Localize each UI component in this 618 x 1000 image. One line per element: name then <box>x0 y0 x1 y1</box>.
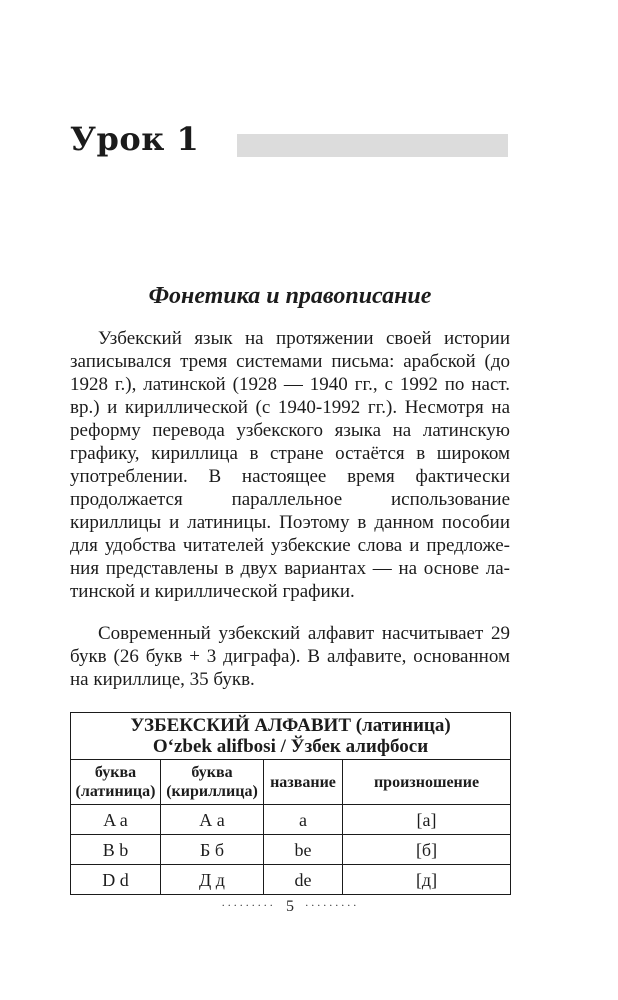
table-title-row <box>71 713 511 760</box>
body-text <box>70 327 510 691</box>
table-title-line2: Oʻzbek alifbosi / Ўзбек алифбоси <box>152 736 429 757</box>
paragraph-alphabet-count: Современный узбекский алфавит насчитывает 29 букв (26 букв + 3 диграфа). В алфавите, основанном на кириллице, 35 букв. <box>70 623 510 690</box>
page-footer <box>70 896 510 916</box>
cell-letter-cyrillic: Д д <box>161 865 264 895</box>
table-row <box>71 805 511 835</box>
cell-letter-latin: D d <box>71 865 161 895</box>
cell-name: be <box>264 835 343 865</box>
cell-letter-cyrillic: А а <box>161 805 264 835</box>
header-bar <box>237 134 508 157</box>
table-title <box>71 713 511 760</box>
section-heading: Фонетика и правописание <box>148 283 432 309</box>
cell-pronunciation: [д] <box>343 865 511 895</box>
table-row <box>71 835 511 865</box>
cell-name: de <box>264 865 343 895</box>
cell-letter-latin: B b <box>71 835 161 865</box>
lesson-title: Урок 1 <box>70 120 200 158</box>
cell-name: a <box>264 805 343 835</box>
page-number: 5 <box>286 898 294 915</box>
table-row <box>71 865 511 895</box>
alphabet-table <box>70 712 511 895</box>
paragraph-writing-history: Узбекский язык на протяжении своей истории записывался тремя системами письма: арабской (до 1928 г.), латинской (1928 — 1940 гг., с 1992 по наст. вр.) и кириллической (с 1940-1992 гг.). Несмотря на реформу перевода узбекского языка на латинскую графику, кириллица в стране остаётся в широком употреблении. В настоящее время фактически продолжается параллельное использование кириллицы и латиницы. Поэтому в данном пособии для удобства читателей узбекские слова и предложения представлены в двух вариантах — на основе латинской и кириллической графики. <box>70 328 510 602</box>
cell-letter-latin: A a <box>71 805 161 835</box>
col-header-letter-cyrillic: буква (кириллица) <box>161 760 264 805</box>
footer-dots-left: ········· <box>221 898 276 912</box>
table-title-line1: УЗБЕКСКИЙ АЛФАВИТ (латиница) <box>130 715 451 736</box>
cell-pronunciation: [б] <box>343 835 511 865</box>
cell-letter-cyrillic: Б б <box>161 835 264 865</box>
table-header-row <box>71 760 511 805</box>
col-header-name: название <box>264 760 343 805</box>
cell-pronunciation: [а] <box>343 805 511 835</box>
footer-dots-right: ········· <box>304 898 359 912</box>
col-header-letter-latin: буква (латиница) <box>71 760 161 805</box>
col-header-pronunciation: произношение <box>343 760 511 805</box>
